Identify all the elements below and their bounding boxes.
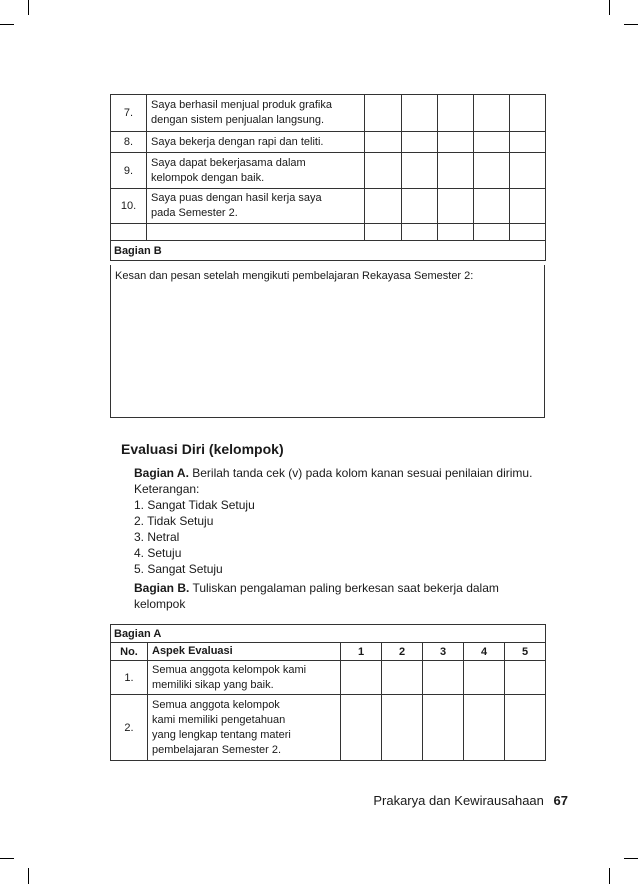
- statement-cell: Semua anggota kelompok kami memiliki sikap yang baik.: [148, 661, 341, 695]
- check-cell[interactable]: [510, 132, 546, 153]
- scale-item: 2. Tidak Setuju: [134, 514, 214, 528]
- header-row: [111, 643, 546, 661]
- check-cell[interactable]: [402, 132, 438, 153]
- crop-mark: [28, 868, 29, 884]
- check-cell[interactable]: [438, 189, 474, 224]
- page-number: 67: [553, 793, 568, 808]
- header-score-4: 4: [464, 643, 505, 661]
- header-score-5: 5: [505, 643, 546, 661]
- table-row: [111, 153, 546, 189]
- table-row: [111, 695, 546, 761]
- row-number: 9.: [111, 153, 147, 189]
- row-number: 10.: [111, 189, 147, 224]
- table-row: [111, 95, 546, 132]
- check-cell[interactable]: [474, 153, 510, 189]
- crop-mark: [0, 24, 14, 25]
- crop-mark: [28, 0, 29, 15]
- statement-cell: Saya puas dengan hasil kerja saya pada Semester 2.: [147, 189, 365, 224]
- check-cell[interactable]: [365, 132, 402, 153]
- check-cell[interactable]: [365, 224, 402, 241]
- table-caption: Bagian A: [111, 625, 546, 643]
- check-cell[interactable]: [402, 224, 438, 241]
- table-row: [111, 661, 546, 695]
- check-cell[interactable]: [382, 661, 423, 695]
- crop-mark: [609, 868, 610, 884]
- check-cell[interactable]: [365, 153, 402, 189]
- check-cell[interactable]: [438, 132, 474, 153]
- check-cell[interactable]: [464, 695, 505, 761]
- bagian-b-label: Bagian B: [111, 241, 546, 261]
- crop-mark: [624, 24, 638, 25]
- check-cell[interactable]: [510, 224, 546, 241]
- empty-cell: [111, 224, 147, 241]
- check-cell[interactable]: [510, 189, 546, 224]
- bagian-b-prompt: Kesan dan pesan setelah mengikuti pembelajaran Rekayasa Semester 2:: [115, 270, 474, 282]
- scale-item: 4. Setuju: [134, 546, 182, 560]
- empty-cell: [147, 224, 365, 241]
- check-cell[interactable]: [464, 661, 505, 695]
- header-score-2: 2: [382, 643, 423, 661]
- check-cell[interactable]: [510, 153, 546, 189]
- statement-cell: Saya dapat bekerjasama dalam kelompok dengan baik.: [147, 153, 365, 189]
- row-number: 2.: [111, 695, 148, 761]
- check-cell[interactable]: [474, 224, 510, 241]
- check-cell[interactable]: [474, 95, 510, 132]
- bagian-a-instruction: Bagian A. Berilah tanda cek (v) pada kolom kanan sesuai penilaian dirimu.: [134, 466, 533, 480]
- check-cell[interactable]: [505, 661, 546, 695]
- header-score-1: 1: [341, 643, 382, 661]
- statement-cell: Saya bekerja dengan rapi dan teliti.: [147, 132, 365, 153]
- check-cell[interactable]: [341, 695, 382, 761]
- check-cell[interactable]: [510, 95, 546, 132]
- statement-cell: Saya berhasil menjual produk grafika dengan sistem penjualan langsung.: [147, 95, 365, 132]
- header-score-3: 3: [423, 643, 464, 661]
- bagian-b-answer-box[interactable]: [110, 265, 545, 418]
- row-number: 8.: [111, 132, 147, 153]
- check-cell[interactable]: [341, 661, 382, 695]
- check-cell[interactable]: [474, 132, 510, 153]
- scale-item: 1. Sangat Tidak Setuju: [134, 498, 255, 512]
- section-title: Evaluasi Diri (kelompok): [121, 441, 284, 457]
- check-cell[interactable]: [423, 695, 464, 761]
- check-cell[interactable]: [474, 189, 510, 224]
- check-cell[interactable]: [382, 695, 423, 761]
- crop-mark: [0, 858, 14, 859]
- table-row: [111, 224, 546, 241]
- row-number: 7.: [111, 95, 147, 132]
- bagian-b-header-row: [111, 241, 546, 261]
- scale-item: 3. Netral: [134, 530, 180, 544]
- check-cell[interactable]: [402, 189, 438, 224]
- book-title: Prakarya dan Kewirausahaan: [373, 793, 544, 808]
- check-cell[interactable]: [402, 153, 438, 189]
- check-cell[interactable]: [438, 224, 474, 241]
- keterangan-label: Keterangan:: [134, 482, 200, 496]
- header-aspek: Aspek Evaluasi: [148, 643, 341, 661]
- bagian-b-instruction: Bagian B. Tuliskan pengalaman paling berkesan saat bekerja dalam kelompok: [134, 581, 499, 611]
- scale-item: 5. Sangat Setuju: [134, 562, 223, 576]
- bagian-a-table: [110, 624, 546, 761]
- check-cell[interactable]: [423, 661, 464, 695]
- table-row: [111, 189, 546, 224]
- check-cell[interactable]: [438, 95, 474, 132]
- check-cell[interactable]: [438, 153, 474, 189]
- crop-mark: [624, 858, 638, 859]
- row-number: 1.: [111, 661, 148, 695]
- header-no: No.: [111, 643, 148, 661]
- caption-row: [111, 625, 546, 643]
- top-evaluation-table: [110, 94, 546, 261]
- check-cell[interactable]: [365, 95, 402, 132]
- crop-mark: [609, 0, 610, 15]
- page-footer: [373, 793, 568, 808]
- check-cell[interactable]: [365, 189, 402, 224]
- table-row: [111, 132, 546, 153]
- statement-cell: Semua anggota kelompok kami memiliki pengetahuan yang lengkap tentang materi pembelajaran Semester 2.: [148, 695, 341, 761]
- check-cell[interactable]: [505, 695, 546, 761]
- check-cell[interactable]: [402, 95, 438, 132]
